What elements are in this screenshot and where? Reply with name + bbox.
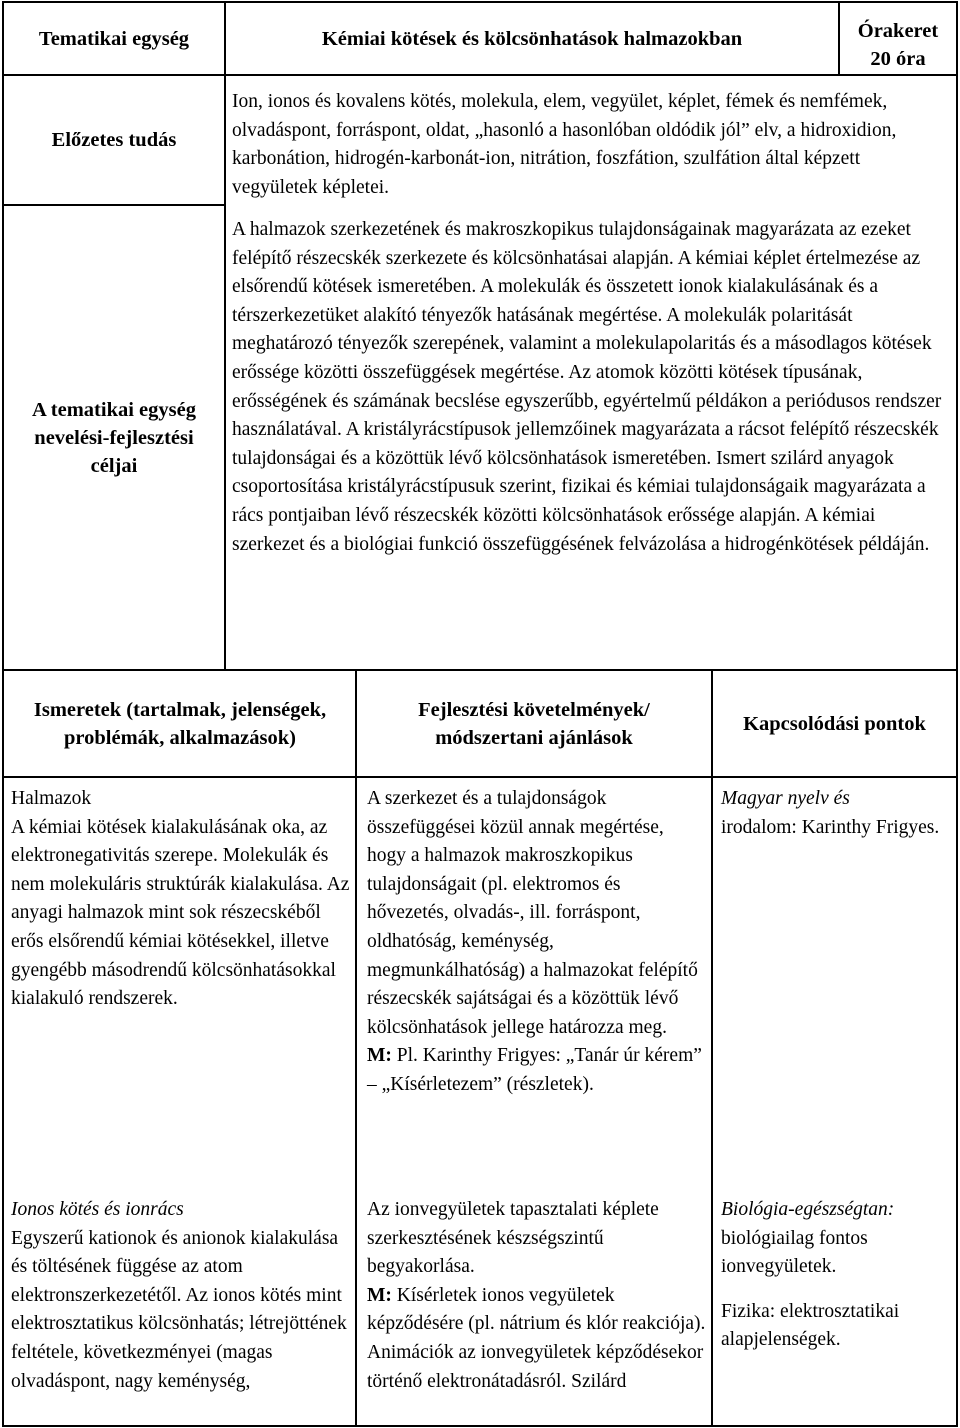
connection-subject-2: Biológia-egészségtan:: [721, 1199, 895, 1220]
requirements-column: [367, 785, 707, 1100]
knowledge-column: [11, 785, 351, 1014]
method-text-1: Pl. Karinthy Frigyes: „Tanár úr kérem” – „Kísérletezem” (részletek).: [367, 1045, 702, 1095]
table-border-bottom: [2, 1425, 958, 1427]
connections-column-header: Kapcsolódási pontok: [743, 712, 926, 735]
unit-label: Tematikai egység: [38, 27, 190, 50]
prior-knowledge-text: [232, 88, 950, 202]
prior-knowledge-label: Előzetes tudás: [51, 129, 177, 151]
col-divider-requirements: [711, 669, 713, 1427]
goals-text: [232, 216, 950, 559]
col-divider-label: [224, 1, 226, 671]
table-border-right: [956, 1, 958, 1427]
connections-column-2: [721, 1196, 953, 1355]
connections-column: [721, 785, 953, 842]
hours-cell: [840, 17, 956, 73]
hours-label: Órakeret: [857, 20, 939, 42]
goals-label-line-3: céljai: [90, 454, 138, 477]
method-label-1: M:: [367, 1045, 392, 1067]
requirements-text-2: Az ionvegyületek tapasztalati képlete szerkesztésének készségszintű begyakorlása.: [367, 1199, 659, 1278]
requirements-column-header-line-2: módszertani ajánlások: [435, 726, 633, 749]
knowledge-text-ionos: Egyszerű kationok és anionok kialakulása és töltésének függése az atom elektronszerkezetétől. Az ionos kötés mint elektrosztatikus kölcsönhatás; létrejöttének feltétele, következményei (magas olvadáspont, nagy keménység,: [11, 1227, 347, 1392]
connection-text-1: irodalom: Karinthy Frigyes.: [721, 816, 940, 838]
knowledge-title-ionos: Ionos kötés és ionrács: [11, 1199, 184, 1220]
goals-label-cell: [4, 206, 224, 669]
row-divider-colheads: [2, 776, 958, 778]
connection-subject-1: Magyar nyelv és: [721, 788, 850, 809]
knowledge-column-header: Ismeretek (tartalmak, jelenségek, problémák, alkalmazások): [33, 698, 327, 749]
prior-knowledge-paragraph: Ion, ionos és kovalens kötés, molekula, elem, vegyület, képlet, fémek és nemfémek, olvadáspont, forráspont, oldat, „hasonló a hasonlóban oldódik jól” elv, a hidroxidion, karbonátion, hidrogén-karbonát-ion, nitrátion, foszfátion, szulfátion által képzett vegyületek képletei.: [232, 91, 897, 198]
method-text-2: Kísérletek ionos vegyületek képződésére (pl. nátrium és klór reakciója). Animációk az ionvegyületek képződésekor történő elektronátadásról. Szilárd: [367, 1284, 706, 1392]
requirements-column-header-cell: [357, 671, 711, 776]
knowledge-column-header-cell: [16, 671, 344, 776]
knowledge-column-2: [11, 1196, 351, 1396]
unit-label-cell: [4, 3, 224, 74]
connection-text-2: biológiailag fontos ionvegyületek.: [721, 1227, 868, 1278]
requirements-method-2: [367, 1282, 707, 1396]
requirements-column-2: [367, 1196, 707, 1396]
requirements-text-1: A szerkezet és a tulajdonságok összefüggései közül annak megértése, hogy a halmazok makroszkopikus tulajdonságait (pl. elektromos és hővezetés, olvadás-, ill. forráspont, oldhatóság, keménység, megmunkálhatóság) a halmazokat felépítő részecskék sajátságai és a közöttük lévő kölcsönhatások jellege határozza meg.: [367, 788, 698, 1038]
goals-paragraph: A halmazok szerkezetének és makroszkopikus tulajdonságainak magyarázata az ezeket felépítő részecskék szerkezete és kölcsönhatásai alapján. A kémiai képlet értelmezése az elsőrendű kötések ismeretében. A molekulák és összetett ionok kialakulásának és a térszerkezetüket alakító tényezők hatásának megértése. A molekulák polaritását meghatározó tényezők szerepének, valamint a molekulapolaritás és a másodlagos kötések erőssége közötti összefüggések megértése. Az atomok közötti kötések típusának, erősségének és számának becslése egyszerűbb, egyértelmű példákon a periódusos rendszer használatával. A kristályrácstípusok jellemzőinek magyarázata a rácsot felépítő részecskék tulajdonságai és a közöttük lévő kölcsönhatások ismeretében. Ismert szilárd anyagok csoportosítása kristályrácstípusuk szerint, fizikai és kémiai tulajdonságaik magyarázata a rács pontjaiban lévő részecskék közötti kölcsönhatások erőssége alapján. A kémiai szerkezet és a biológiai funkció összefüggésének felvázolása a hidrogénkötések példáján.: [232, 219, 942, 555]
connections-column-header-cell: [713, 671, 956, 776]
method-label-2: M:: [367, 1284, 392, 1306]
hours-value: 20 óra: [870, 48, 926, 70]
unit-title: Kémiai kötések és kölcsönhatások halmazokban: [321, 27, 743, 50]
connection-text-3: Fizika: elektrosztatikai alapjelenségek.: [721, 1300, 900, 1351]
goals-label-line-2: nevelési-fejlesztési: [34, 426, 194, 449]
col-divider-knowledge: [355, 669, 357, 1427]
requirements-column-header-line-1: Fejlesztési követelmények/: [418, 698, 650, 721]
knowledge-title-halmazok: Halmazok: [11, 788, 92, 809]
knowledge-text-halmazok: A kémiai kötések kialakulásának oka, az elektronegativitás szerepe. Molekulák és nem molekuláris struktúrák kialakulása. Az anyagi halmazok mint sok részecskéből erős elsőrendű kémiai kötésekkel, illetve gyengébb másodrendű kölcsönhatásokkal kialakuló rendszerek.: [11, 816, 350, 1010]
prior-knowledge-label-cell: [4, 76, 224, 204]
requirements-method-1: [367, 1042, 707, 1099]
goals-label-line-1: A tematikai egység: [32, 398, 196, 421]
unit-title-cell: [226, 3, 838, 74]
